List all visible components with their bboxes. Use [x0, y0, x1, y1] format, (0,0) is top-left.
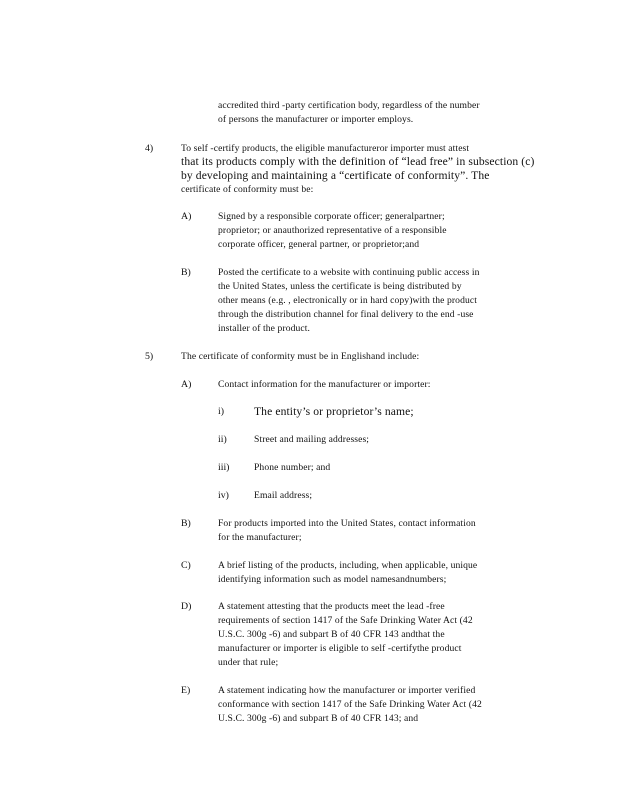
item-4b-line-4: through the distribution channel for final delivery to the end -use [218, 309, 474, 320]
item-5a-iv-label: iv) [218, 490, 229, 501]
item-5d-line-3: U.S.C. 300g -6) and subpart B of 40 CFR 143 andthat the [218, 629, 445, 640]
item-5e-label: E) [181, 685, 191, 696]
continuation-line-2: of persons the manufacturer or importer employs. [218, 114, 414, 125]
item-5a-iv-text: Email address; [254, 490, 313, 501]
item-4-line-4: certificate of conformity must be: [181, 184, 314, 195]
item-4-line-1: To self -certify products, the eligible manufactureror importer must attest [181, 143, 470, 154]
item-5-number: 5) [145, 351, 154, 362]
item-4-number: 4) [145, 143, 154, 154]
item-4a-line-1: Signed by a responsible corporate officer; generalpartner; [218, 211, 445, 222]
item-4b-line-2: the United States, unless the certificate is being distributed by [218, 281, 462, 292]
item-4-line-3: by developing and maintaining a “certificate of conformity”. The [181, 169, 490, 182]
item-4b-line-1: Posted the certificate to a website with continuing public access in [218, 267, 480, 278]
item-5a-label: A) [181, 379, 192, 390]
item-5a-iii-text: Phone number; and [254, 462, 331, 473]
item-5a-i-text: The entity’s or proprietor’s name; [254, 405, 414, 418]
item-5b-label: B) [181, 518, 191, 529]
item-5a-iii-label: iii) [218, 462, 230, 473]
item-4-line-2: that its products comply with the definition of “lead free” in subsection (c) [181, 155, 535, 168]
item-5a-line-1: Contact information for the manufacturer or importer: [218, 379, 431, 390]
item-4b-line-5: installer of the product. [218, 323, 311, 334]
item-5a-ii-text: Street and mailing addresses; [254, 434, 370, 445]
item-5d-line-4: manufacturer or importer is eligible to self -certifythe product [218, 643, 462, 654]
item-5b-line-1: For products imported into the United States, contact information [218, 518, 476, 529]
item-5-line-1: The certificate of conformity must be in Englishand include: [181, 351, 420, 362]
item-5c-line-2: identifying information such as model namesandnumbers; [218, 574, 447, 585]
item-5d-line-2: requirements of section 1417 of the Safe Drinking Water Act (42 [218, 615, 473, 626]
item-5e-line-2: conformance with section 1417 of the Safe Drinking Water Act (42 [218, 699, 482, 710]
item-5a-i-label: i) [218, 406, 224, 417]
item-5e-line-1: A statement indicating how the manufacturer or importer verified [218, 685, 476, 696]
item-5c-label: C) [181, 560, 191, 571]
item-5b-line-2: for the manufacturer; [218, 532, 302, 543]
item-4a-label: A) [181, 211, 192, 222]
item-4a-line-3: corporate officer, general partner, or proprietor;and [218, 239, 420, 250]
item-4a-line-2: proprietor; or anauthorized representative of a responsible [218, 225, 447, 236]
item-5c-line-1: A brief listing of the products, including, when applicable, unique [218, 560, 478, 571]
item-4b-label: B) [181, 267, 191, 278]
item-4b-line-3: other means (e.g. , electronically or in hard copy)with the product [218, 295, 477, 306]
item-5d-line-1: A statement attesting that the products meet the lead -free [218, 601, 445, 612]
item-5d-line-5: under that rule; [218, 657, 279, 668]
item-5e-line-3: U.S.C. 300g -6) and subpart B of 40 CFR 143; and [218, 713, 419, 724]
item-5d-label: D) [181, 601, 192, 612]
item-5a-ii-label: ii) [218, 434, 227, 445]
continuation-line-1: accredited third -party certification body, regardless of the number [218, 100, 480, 111]
